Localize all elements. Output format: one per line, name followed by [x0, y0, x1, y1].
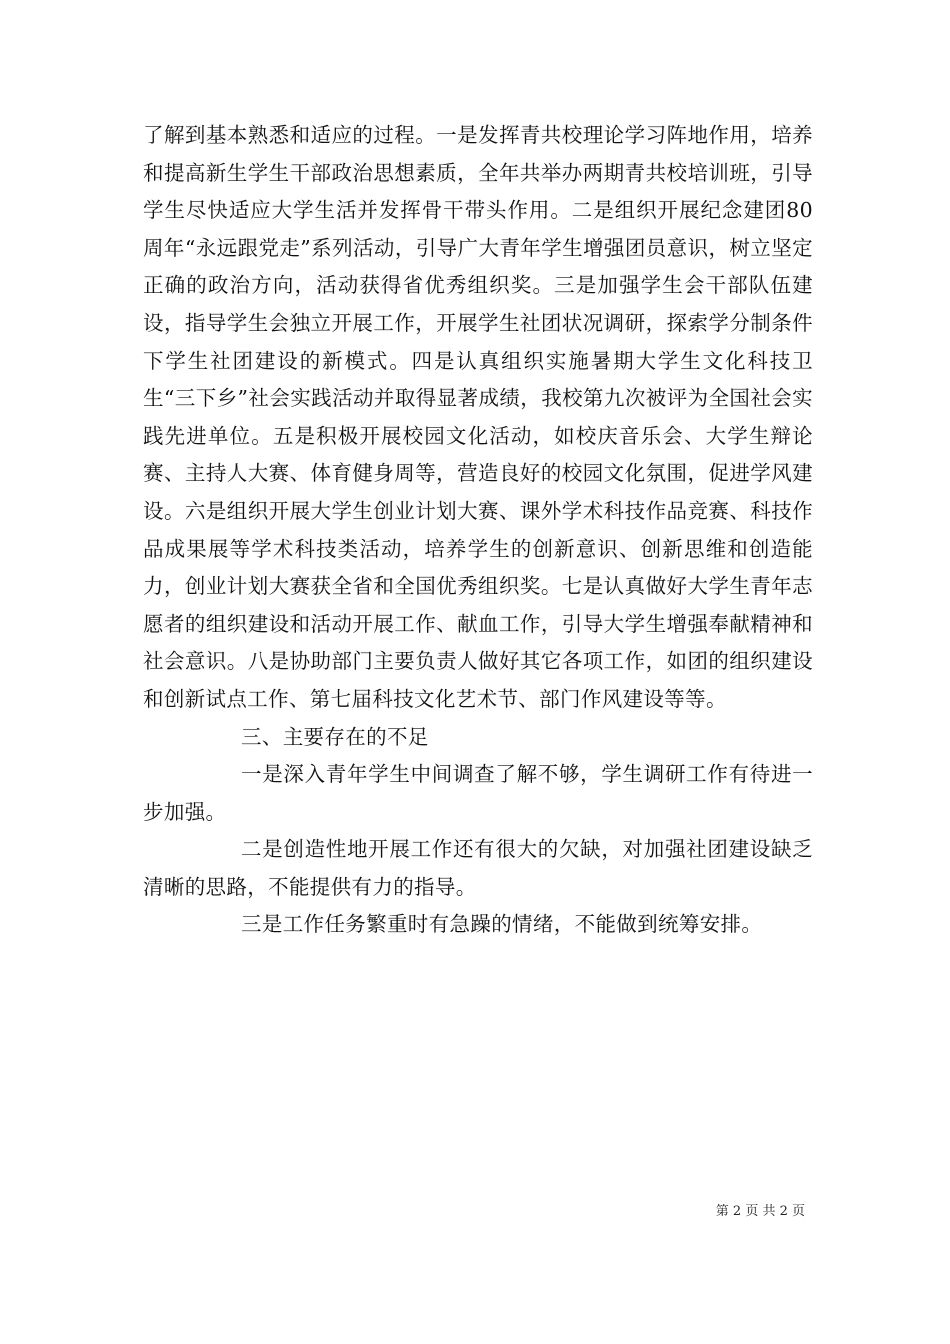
document-body	[143, 117, 813, 944]
page-number-footer: 第 2 页 共 2 页	[715, 1204, 805, 1219]
paragraph-shortcoming-3: 三是工作任务繁重时有急躁的情绪，不能做到统筹安排。	[241, 912, 763, 937]
paragraph-shortcoming-2: 二是创造性地开展工作还有很大的欠缺，对加强社团建设缺乏清晰的思路，不能提供有力的指导。	[143, 837, 813, 899]
paragraph-shortcoming-1: 一是深入青年学生中间调查了解不够，学生调研工作有待进一步加强。	[143, 762, 813, 824]
paragraph-work-summary: 了解到基本熟悉和适应的过程。一是发挥青共校理论学习阵地作用，培养和提高新生学生干部政治思想素质，全年共举办两期青共校培训班，引导学生尽快适应大学生活并发挥骨干带头作用。二是组织开展纪念建团80周年“永远跟党走”系列活动，引导广大青年学生增强团员意识，树立坚定正确的政治方向，活动获得省优秀组织奖。三是加强学生会干部队伍建设，指导学生会独立开展工作，开展学生社团状况调研，探索学分制条件下学生社团建设的新模式。四是认真组织实施暑期大学生文化科技卫生“三下乡”社会实践活动并取得显著成绩，我校第九次被评为全国社会实践先进单位。五是积极开展校园文化活动，如校庆音乐会、大学生辩论赛、主持人大赛、体育健身周等，营造良好的校园文化氛围，促进学风建设。六是组织开展大学生创业计划大赛、课外学术科技作品竞赛、科技作品成果展等学术科技类活动，培养学生的创新意识、创新思维和创造能力，创业计划大赛获全省和全国优秀组织奖。七是认真做好大学生青年志愿者的组织建设和活动开展工作、献血工作，引导大学生增强奉献精神和社会意识。八是协助部门主要负责人做好其它各项工作，如团的组织建设和创新试点工作、第七届科技文化艺术节、部门作风建设等等。	[143, 123, 813, 711]
section-heading-shortcomings: 三、主要存在的不足	[241, 724, 429, 749]
